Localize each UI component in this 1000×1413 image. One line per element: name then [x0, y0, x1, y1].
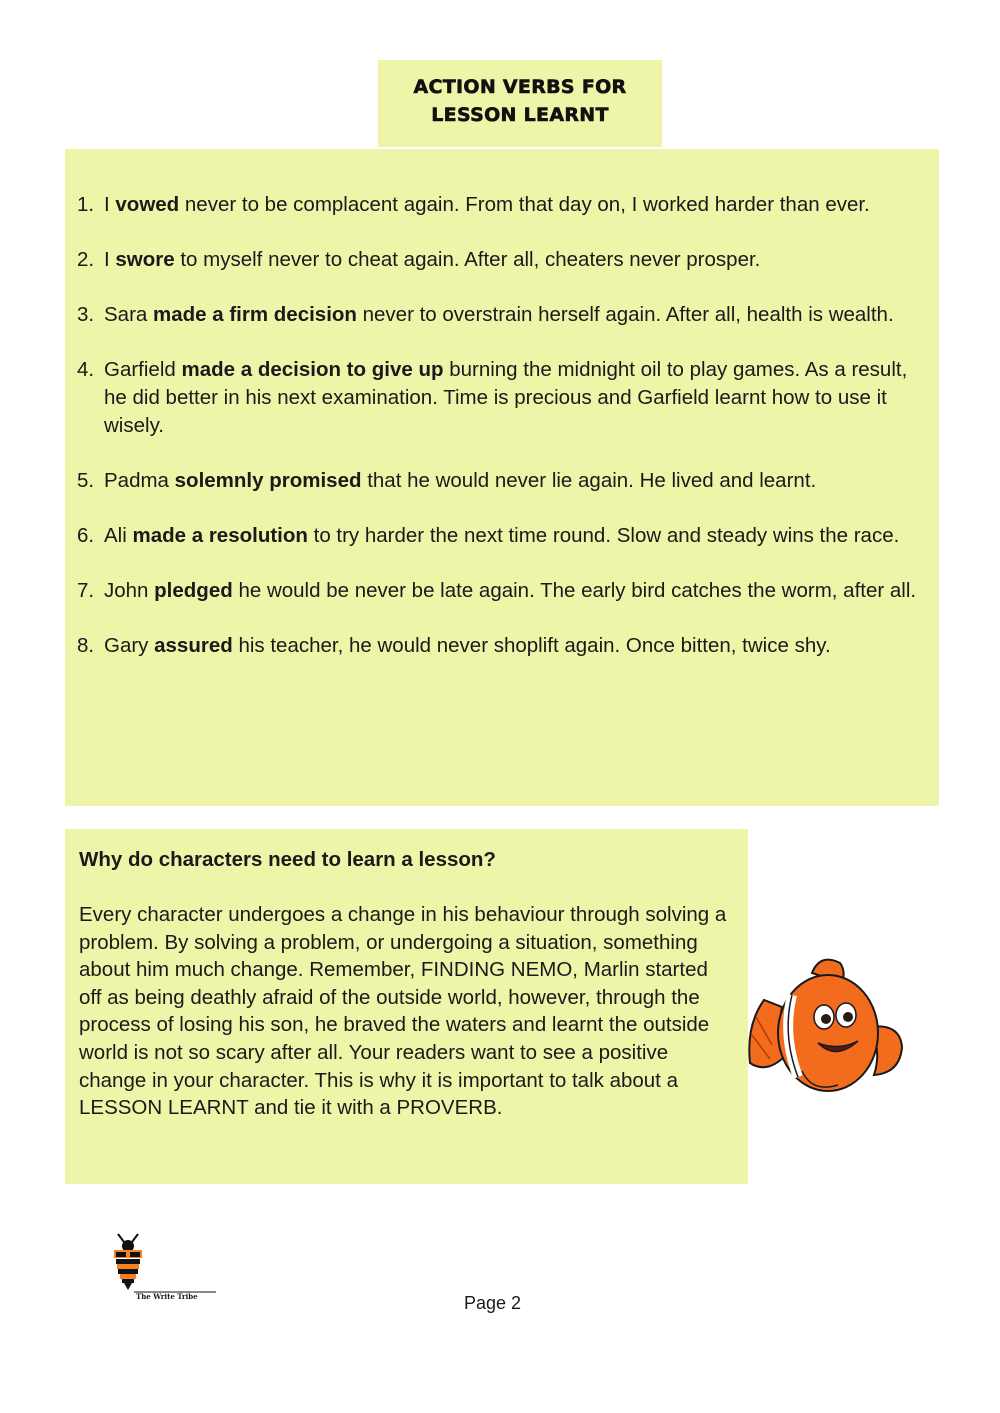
- list-item: [65, 246, 924, 274]
- item-number: 2.: [77, 248, 95, 271]
- page-number: Page 2: [463, 1293, 522, 1313]
- clownfish-image: [742, 955, 904, 1105]
- item-text-pre: Gary: [104, 634, 155, 657]
- item-number: 4.: [77, 358, 95, 381]
- list-item: [65, 191, 924, 219]
- item-text-pre: John: [104, 579, 155, 602]
- action-verbs-list: [65, 191, 939, 687]
- item-verb: solemnly promised: [174, 469, 362, 492]
- item-verb: made a resolution: [132, 524, 308, 547]
- item-text-post: he would be never be late again. The early bird catches the worm, after all.: [232, 579, 917, 602]
- item-text-post: never to overstrain herself again. After all, health is wealth.: [356, 303, 894, 326]
- list-item: [65, 467, 924, 495]
- item-verb: pledged: [154, 579, 233, 602]
- item-text-pre: Padma: [104, 469, 175, 492]
- item-text-post: burning the midnight oil to play games. As a result, he did better in his next examination. Time is precious and Garfield learnt how to use it wisely.: [104, 358, 908, 437]
- item-text-pre: I: [104, 248, 116, 271]
- list-item: [65, 301, 924, 329]
- item-verb: vowed: [115, 193, 180, 216]
- item-number: 8.: [77, 634, 95, 657]
- logo-text: The Write Tribe: [136, 1292, 198, 1301]
- item-text-pre: I: [104, 193, 116, 216]
- item-verb: assured: [154, 634, 233, 657]
- why-heading: Why do characters need to learn a lesson?: [79, 848, 496, 871]
- item-text-post: to myself never to cheat again. After all, cheaters never prosper.: [174, 248, 761, 271]
- item-number: 3.: [77, 303, 95, 326]
- item-number: 6.: [77, 524, 95, 547]
- why-paragraph: Every character undergoes a change in his behaviour through solving a problem. By solving a problem, or undergoing a situation, something about him much change. Remember, FINDING NEMO, Marlin started off as being deathly afraid of the outside world, however, through the process of losing his son, he braved the waters and learnt the outside world is not so scary after all. Your readers want to see a positive change in your character. This is why it is important to talk about a LESSON LEARNT and tie it with a PROVERB.: [79, 903, 727, 1120]
- list-item: [65, 632, 924, 660]
- title-box: [378, 60, 662, 147]
- item-text-post: his teacher, he would never shoplift again. Once bitten, twice shy.: [232, 634, 831, 657]
- item-verb: made a firm decision: [153, 303, 357, 326]
- item-text-post: never to be complacent again. From that day on, I worked harder than ever.: [179, 193, 870, 216]
- item-text-pre: Sara: [104, 303, 153, 326]
- list-item: [65, 522, 924, 550]
- item-verb: made a decision to give up: [181, 358, 444, 381]
- why-lesson-box: [65, 829, 748, 1184]
- item-number: 5.: [77, 469, 95, 492]
- title-line-1: ACTION VERBS FOR: [413, 76, 627, 98]
- action-verbs-list-box: [65, 149, 939, 806]
- item-text-pre: Ali: [104, 524, 133, 547]
- item-text-pre: Garfield: [104, 358, 182, 381]
- list-item: [65, 577, 924, 605]
- item-number: 1.: [77, 193, 95, 216]
- item-text-post: to try harder the next time round. Slow and steady wins the race.: [307, 524, 900, 547]
- item-verb: swore: [115, 248, 175, 271]
- bee-logo-icon: [108, 1232, 218, 1294]
- list-item: [65, 356, 924, 440]
- title-line-2: LESSON LEARNT: [431, 104, 609, 126]
- item-text-post: that he would never lie again. He lived and learnt.: [361, 469, 817, 492]
- item-number: 7.: [77, 579, 95, 602]
